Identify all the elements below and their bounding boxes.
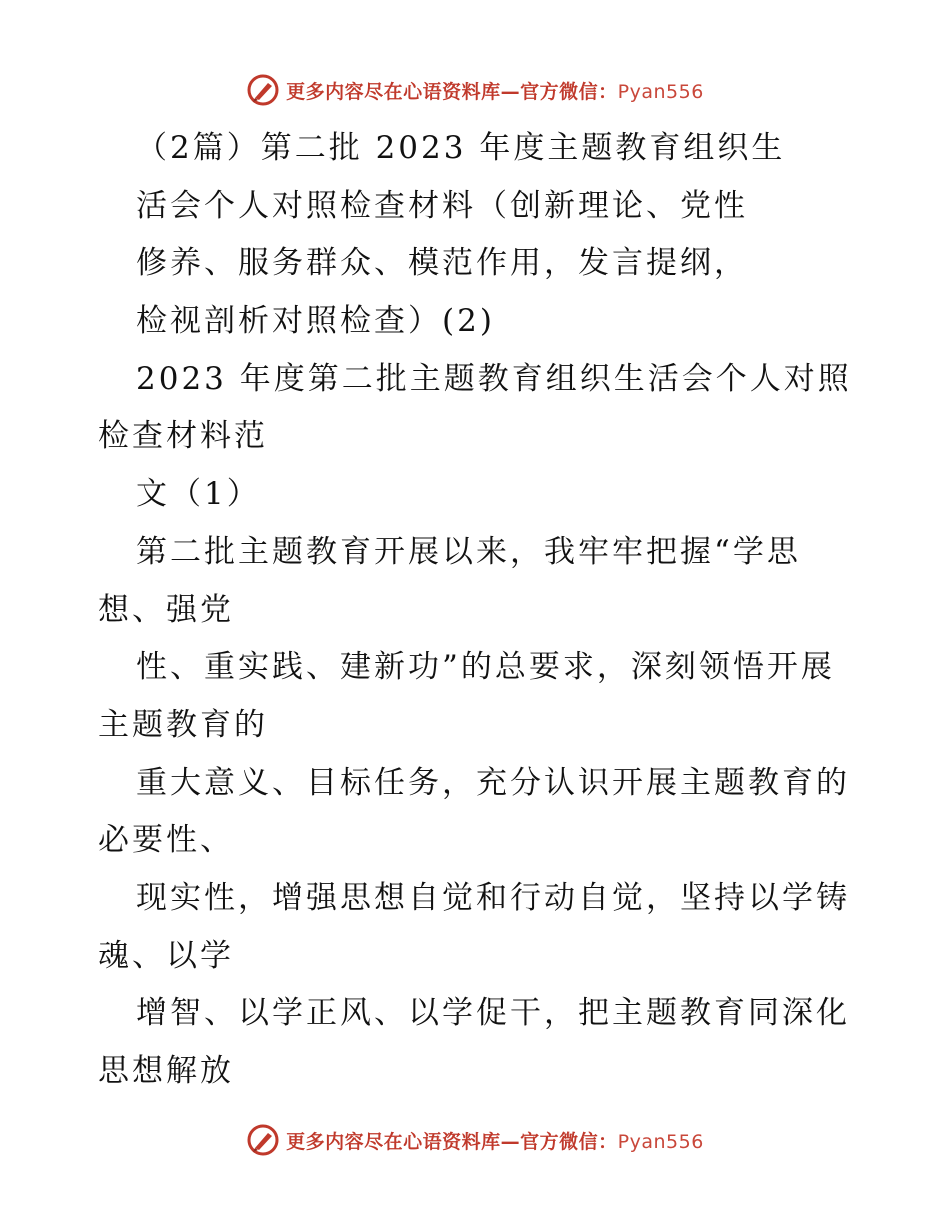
text-line: 文（1） xyxy=(136,476,261,513)
title-line-4: 检视剖析对照检查）(2) xyxy=(136,303,495,340)
pen-logo-icon xyxy=(246,1123,280,1157)
text-line: 2023 年度第二批主题教育组织生活会个人对照 xyxy=(136,360,852,397)
title-line-2: 活会个人对照检查材料（创新理论、党性 xyxy=(136,187,748,224)
document-body xyxy=(98,120,858,1101)
text-line: 思想解放 xyxy=(98,1053,234,1089)
pen-logo-icon xyxy=(246,73,280,107)
text-line: 现实性，增强思想自觉和行动自觉，坚持以学铸 xyxy=(136,879,850,916)
text-line: 想、强党 xyxy=(98,591,234,628)
header-wechat-id: Pyan556 xyxy=(617,80,704,103)
header-banner xyxy=(0,70,950,110)
text-line: 性、重实践、建新功”的总要求，深刻领悟开展 xyxy=(136,649,835,686)
text-line: 第二批主题教育开展以来，我牢牢把握“学思 xyxy=(136,533,801,570)
text-line: 检查材料范 xyxy=(98,418,268,455)
text-line: 增智、以学正风、以学促干，把主题教育同深化 xyxy=(136,995,850,1032)
footer-wechat-id: Pyan556 xyxy=(617,1130,704,1153)
text-line: 魂、以学 xyxy=(98,937,234,974)
text-line: 主题教育的 xyxy=(98,706,268,743)
footer-banner xyxy=(0,1120,950,1160)
text-line: 必要性、 xyxy=(98,822,234,859)
title-line-1: （2篇）第二批 2023 年度主题教育组织生 xyxy=(136,130,786,166)
footer-banner-text: 更多内容尽在心语资料库—官方微信：Pyan556 xyxy=(286,1130,704,1153)
title-line-3: 修养、服务群众、模范作用，发言提纲， xyxy=(136,245,748,282)
text-line: 重大意义、目标任务，充分认识开展主题教育的 xyxy=(136,764,850,801)
header-banner-text: 更多内容尽在心语资料库—官方微信：Pyan556 xyxy=(286,80,704,103)
